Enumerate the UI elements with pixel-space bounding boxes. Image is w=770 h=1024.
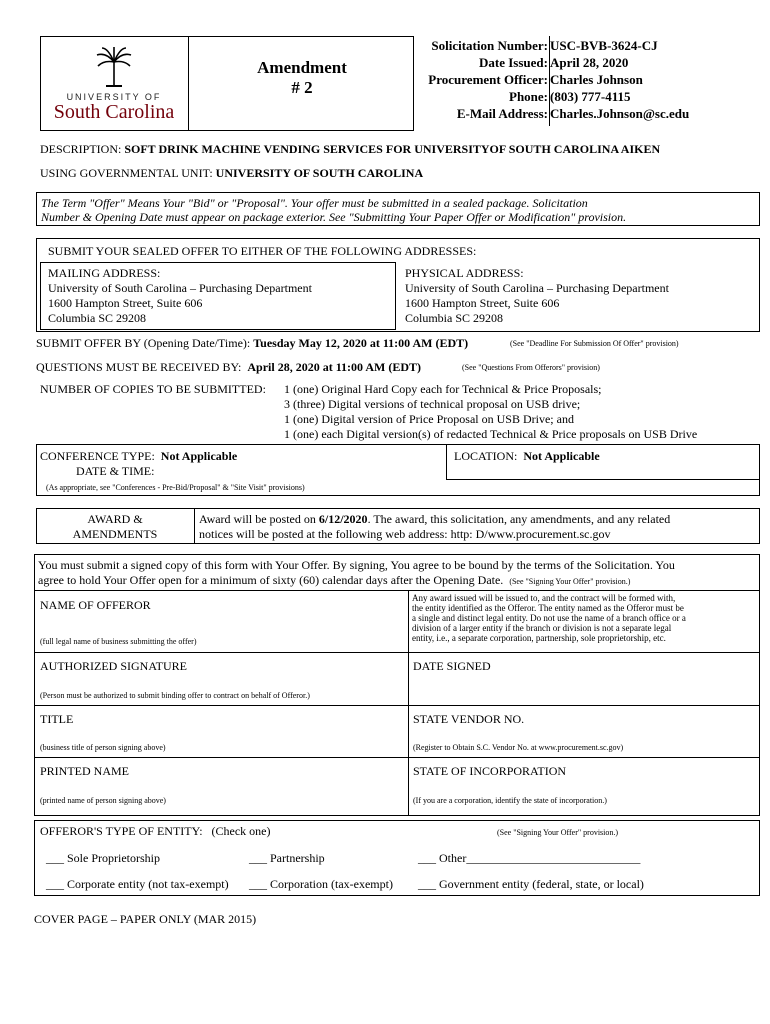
- conference-type-line: [40, 449, 237, 463]
- date-issued-value: April 28, 2020: [550, 55, 629, 70]
- description-line: [40, 142, 760, 156]
- entity-corporation-tax-exempt[interactable]: ___ Corporation (tax-exempt): [249, 877, 393, 891]
- signing-rule-1: [34, 590, 760, 591]
- description-label: DESCRIPTION:: [40, 142, 122, 156]
- mailing-line2: 1600 Hampton Street, Suite 606: [48, 296, 203, 310]
- questions-line: [36, 360, 421, 374]
- conference-rule: [446, 479, 760, 480]
- award-note-line: the entity identified as the Offeror. The entity named as the Offeror must be: [412, 603, 684, 613]
- award-note-line: a single and distinct legal entity. Do not use the name of a branch office or a: [412, 613, 686, 623]
- description-value: SOFT DRINK MACHINE VENDING SERVICES FOR UNIVERSITYOF SOUTH CAROLINA AIKEN: [124, 142, 661, 156]
- copies-line: 3 (three) Digital versions of technical proposal on USB drive;: [284, 397, 581, 411]
- amendment-title: Amendment: [257, 58, 347, 77]
- authorized-signature-label: AUTHORIZED SIGNATURE: [40, 659, 187, 673]
- questions-note: (See "Questions From Offerors" provision): [462, 363, 600, 372]
- conference-type-label: CONFERENCE TYPE:: [40, 449, 155, 463]
- name-of-offeror-label: NAME OF OFFEROR: [40, 598, 151, 612]
- award-note-line: division of a larger entity if the branch or division is not a separate legal: [412, 623, 672, 633]
- conference-divider: [446, 444, 447, 479]
- entity-sole-proprietorship[interactable]: ___ Sole Proprietorship: [46, 851, 160, 865]
- header-divider: [188, 36, 189, 131]
- copies-list: [284, 382, 754, 441]
- conference-location-line: [454, 449, 600, 463]
- logo-university-of: UNIVERSITY OF: [66, 92, 162, 102]
- printed-name-label: PRINTED NAME: [40, 764, 129, 778]
- mailing-line3: Columbia SC 29208: [48, 311, 147, 325]
- solicitation-label: Solicitation Number:: [431, 38, 548, 53]
- entity-government[interactable]: ___ Government entity (federal, state, or local): [418, 877, 644, 891]
- incorporation-label: STATE OF INCORPORATION: [413, 764, 567, 778]
- entity-note: (See "Signing Your Offer" provision.): [497, 828, 619, 837]
- incorporation-hint: (If you are a corporation, identify the state of incorporation.): [413, 796, 607, 805]
- questions-label: QUESTIONS MUST BE RECEIVED BY:: [36, 360, 242, 374]
- vendor-no-field[interactable]: [413, 726, 757, 742]
- date-signed-field[interactable]: [413, 673, 757, 703]
- term-note-line2: Number & Opening Date must appear on package exterior. See "Submitting Your Paper Offer or Modification" provision.: [41, 210, 627, 224]
- address-heading: SUBMIT YOUR SEALED OFFER TO EITHER OF THE FOLLOWING ADDRESSES:: [48, 244, 477, 258]
- copies-line: 1 (one) Digital version of Price Proposal on USB Drive; and: [284, 412, 574, 426]
- solicitation-info: [414, 38, 754, 121]
- date-issued-label: Date Issued:: [479, 55, 548, 70]
- amendment-number: # 2: [291, 78, 313, 97]
- email-value: Charles.Johnson@sc.edu: [550, 106, 690, 121]
- physical-line1: University of South Carolina – Purchasing Department: [405, 281, 669, 295]
- entity-other[interactable]: ___ Other_____________________________: [418, 851, 641, 865]
- copies-line: 1 (one) Original Hard Copy each for Technical & Price Proposals;: [284, 382, 602, 396]
- physical-label: PHYSICAL ADDRESS:: [405, 266, 524, 280]
- conference-type-value: Not Applicable: [160, 449, 238, 463]
- title-label: TITLE: [40, 712, 74, 726]
- award-note-line: entity, i.e., a separate corporation, partnership, sole proprietorship, etc.: [412, 633, 666, 643]
- submit-by-label: SUBMIT OFFER BY (Opening Date/Time):: [36, 336, 251, 350]
- signing-line2-wrap: [38, 573, 758, 587]
- incorporation-field[interactable]: [413, 778, 757, 794]
- entity-heading: [40, 824, 271, 838]
- signing-rule-2: [34, 652, 760, 653]
- unit-line: [40, 166, 760, 180]
- unit-value: UNIVERSITY OF SOUTH CAROLINA: [215, 166, 424, 180]
- mailing-line1: University of South Carolina – Purchasing Department: [48, 281, 312, 295]
- term-note-line1: The Term "Offer" Means Your "Bid" or "Proposal". Your offer must be submitted in a sealed package. Solicitation: [41, 196, 588, 210]
- submit-by-line: [36, 336, 468, 350]
- submit-by-note: (See "Deadline For Submission Of Offer" provision): [510, 339, 679, 348]
- physical-address: [405, 266, 755, 325]
- info-divider: [549, 36, 550, 126]
- phone-label: Phone:: [509, 89, 548, 104]
- name-of-offeror-hint: (full legal name of business submitting the offer): [40, 637, 197, 646]
- copies-line: 1 (one) each Digital version(s) of redacted Technical & Price proposals on USB Drive: [284, 427, 698, 441]
- vendor-no-label: STATE VENDOR NO.: [413, 712, 525, 726]
- award-label-line2: AMENDMENTS: [72, 527, 158, 541]
- authorized-signature-field[interactable]: [40, 673, 404, 691]
- mailing-label: MAILING ADDRESS:: [48, 266, 161, 280]
- award-note-line: Any award issued will be issued to, and the contract will be formed with,: [412, 593, 676, 603]
- title-hint: (business title of person signing above): [40, 743, 166, 752]
- physical-line2: 1600 Hampton Street, Suite 606: [405, 296, 560, 310]
- physical-line3: Columbia SC 29208: [405, 311, 504, 325]
- date-signed-label: DATE SIGNED: [413, 659, 491, 673]
- award-label: [36, 512, 194, 541]
- printed-name-hint: (printed name of person signing above): [40, 796, 166, 805]
- award-text: [199, 512, 757, 541]
- award-date: 6/12/2020: [318, 512, 368, 526]
- signing-line2-note: (See "Signing Your Offer" provision.): [509, 577, 631, 586]
- award-divider: [194, 508, 195, 544]
- conference-note: (As appropriate, see "Conferences - Pre-Bid/Proposal" & "Site Visit" provisions): [46, 483, 305, 492]
- university-logo: [42, 46, 186, 126]
- award-text-b: . The award, this solicitation, any amendments, and any related: [367, 512, 671, 526]
- signing-rule-3: [34, 705, 760, 706]
- award-entity-note: [412, 593, 758, 643]
- unit-label: USING GOVERNMENTAL UNIT:: [40, 166, 213, 180]
- conference-location-value: Not Applicable: [523, 449, 600, 463]
- conference-date-label: DATE & TIME:: [76, 464, 155, 478]
- submit-by-value: Tuesday May 12, 2020 at 11:00 AM (EDT): [253, 336, 469, 350]
- officer-value: Charles Johnson: [550, 72, 643, 87]
- phone-value: (803) 777-4115: [550, 89, 631, 104]
- signing-line2: agree to hold Your Offer open for a minimum of sixty (60) calendar days after the Opening Date.: [38, 573, 504, 587]
- email-label: E-Mail Address:: [456, 106, 548, 121]
- signing-line1: You must submit a signed copy of this form with Your Offer. By signing, You agree to be bound by the terms of the Solicitation. You: [38, 558, 675, 572]
- palmetto-tree-icon: [94, 46, 134, 88]
- officer-label: Procurement Officer:: [428, 72, 548, 87]
- footer-text: COVER PAGE – PAPER ONLY (MAR 2015): [34, 912, 257, 926]
- entity-corporate[interactable]: ___ Corporate entity (not tax-exempt): [46, 877, 229, 891]
- vendor-no-hint: (Register to Obtain S.C. Vendor No. at www.procurement.sc.gov): [413, 743, 624, 752]
- authorized-signature-hint: (Person must be authorized to submit binding offer to contract on behalf of Offeror.): [40, 691, 310, 700]
- entity-check: (Check one): [211, 824, 271, 838]
- signing-rule-4: [34, 757, 760, 758]
- entity-partnership[interactable]: ___ Partnership: [249, 851, 325, 865]
- award-text-a: Award will be posted on: [199, 512, 319, 526]
- conference-location-label: LOCATION:: [454, 449, 518, 463]
- title-field[interactable]: [40, 726, 404, 742]
- questions-value: April 28, 2020 at 11:00 AM (EDT): [247, 360, 422, 374]
- signing-divider: [408, 590, 409, 816]
- solicitation-value: USC-BVB-3624-CJ: [550, 38, 658, 53]
- name-of-offeror-field[interactable]: [40, 612, 404, 634]
- logo-south-carolina: South Carolina: [53, 101, 175, 123]
- entity-label: OFFEROR'S TYPE OF ENTITY:: [40, 824, 203, 838]
- mailing-address: [48, 266, 392, 325]
- printed-name-field[interactable]: [40, 778, 404, 794]
- award-label-line1: AWARD &: [87, 512, 143, 526]
- copies-label: NUMBER OF COPIES TO BE SUBMITTED:: [40, 382, 266, 396]
- award-web-address: notices will be posted at the following web address: http: D/www.procurement.sc.gov: [199, 527, 611, 541]
